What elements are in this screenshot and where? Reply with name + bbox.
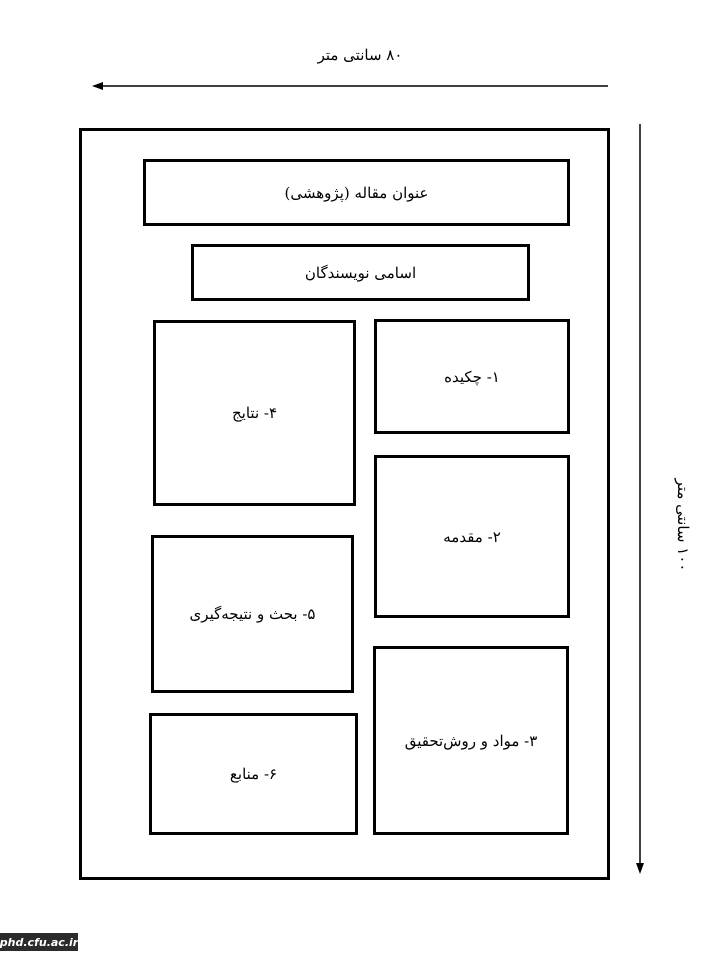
section-box-results — [153, 320, 356, 506]
section-box-discussion — [151, 535, 354, 693]
width-dimension-label: ۸۰ سانتی متر — [317, 46, 403, 64]
section-box-introduction — [374, 455, 570, 618]
authors-text: اسامی نویسندگان — [304, 263, 417, 282]
height-arrow — [632, 124, 648, 876]
section-box-methods — [373, 646, 569, 835]
watermark-text: phd.cfu.ac.ir — [0, 935, 79, 949]
authors-box — [191, 244, 530, 301]
section-label: ۴- نتایج — [231, 404, 278, 422]
section-label: ۱- چکیده — [444, 367, 500, 386]
section-box-references — [149, 713, 358, 835]
section-box-abstract — [374, 319, 570, 434]
width-arrow — [90, 78, 615, 94]
section-label: ۳- مواد و روش‌تحقیق — [404, 731, 538, 750]
title-text: عنوان مقاله (پژوهشی) — [284, 183, 429, 202]
title-box — [143, 159, 570, 226]
section-label: ۶- منابع — [229, 765, 278, 783]
height-dimension-label: ۱۰۰ سانتی متر — [674, 478, 692, 572]
section-label: ۵- بحث و نتیجه‌گیری — [189, 605, 316, 623]
watermark-logo — [0, 933, 78, 951]
section-label: ۲- مقدمه — [443, 527, 501, 546]
